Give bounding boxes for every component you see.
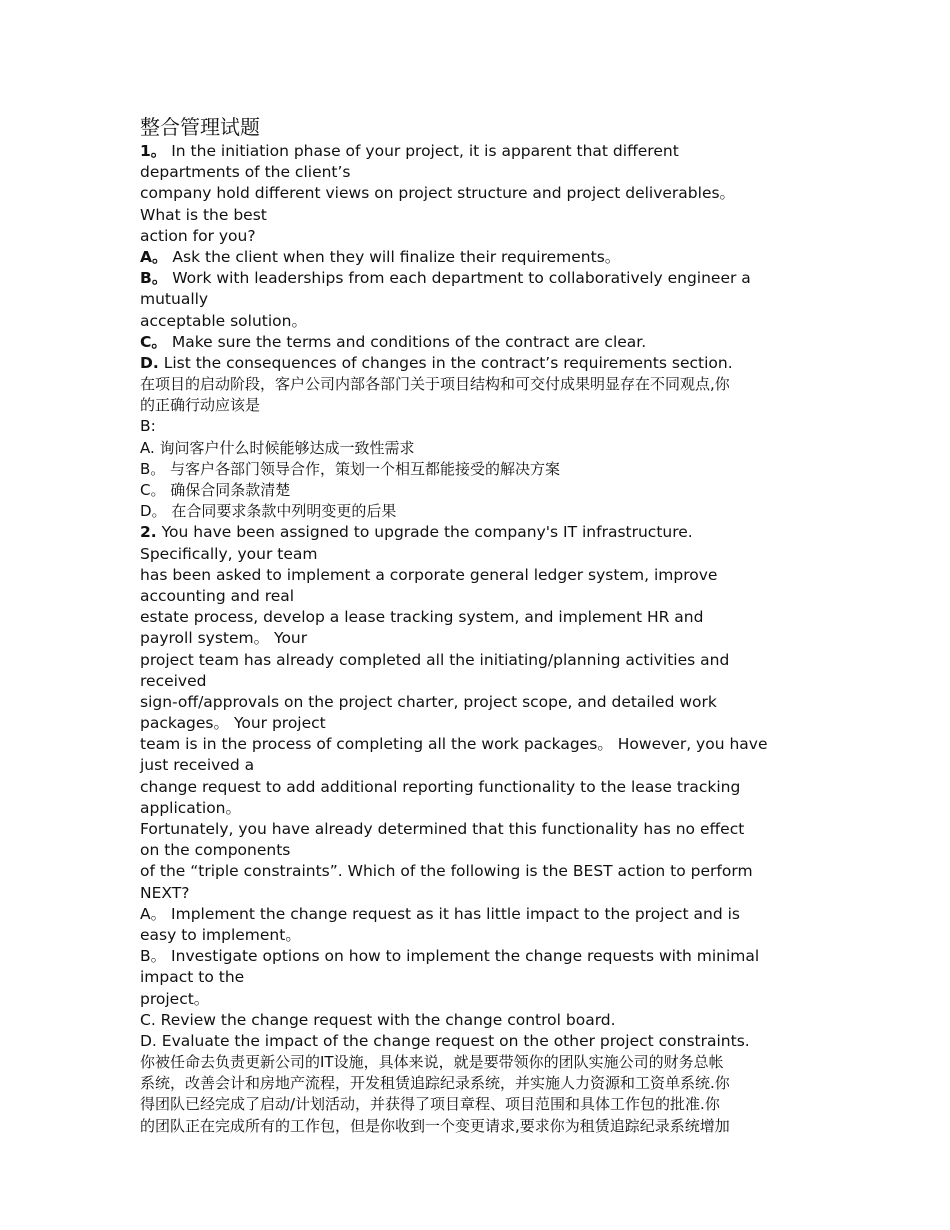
q1-zh-option-a: A. 询问客户什么时候能够达成一致性需求 (140, 438, 415, 457)
q1-line-4: What is the best (140, 205, 267, 224)
q2-line-17: of the “triple constraints”. Which of the following is the BEST action to perform (140, 862, 753, 881)
q2-line-1 (140, 523, 820, 543)
q1-option-a-label: A。 (140, 247, 168, 266)
document-body (140, 114, 820, 1138)
q1-option-b-label: B。 (140, 269, 168, 288)
q1-option-c (140, 333, 820, 353)
q1-zh-option-c: C。 确保合同条款清楚 (140, 481, 291, 499)
q2-zh-line-4: 的团队正在完成所有的工作包，但是你收到一个变更请求,要求你为租赁追踪纪录系统增加 (140, 1116, 730, 1135)
q2-option-line-6: C. Review the change request with the change control board. (140, 1010, 616, 1029)
q1-text: In the initiation phase of your project, it is apparent that different (166, 142, 679, 160)
q2-line-18: NEXT? (140, 883, 190, 902)
q2-zh-line-1: 你被任命去负责更新公司的IT设施，具体来说，就是要带领你的团队实施公司的财务总帐 (140, 1053, 724, 1072)
q2-option-line-1: A。 Implement the change request as it has little impact to the project and is (140, 904, 741, 923)
q1-option-b-cont-2: acceptable solution。 (140, 311, 307, 330)
q1-line-2: departments of the client’s (140, 163, 351, 182)
q1-option-c-label: C。 (140, 332, 167, 351)
q2-line-6: payroll system。 Your (140, 629, 308, 648)
q1-answer: B: (140, 417, 156, 436)
q2-option-line-4: impact to the (140, 968, 245, 987)
q1-zh-option-b: B。 与客户各部门领导合作，策划一个相互都能接受的解决方案 (140, 459, 561, 478)
q1-option-b (140, 269, 820, 289)
q1-option-b-cont-1: mutually (140, 290, 209, 309)
q2-line-13: change request to add additional reporting functionality to the lease tracking (140, 777, 741, 796)
q1-zh-option-d: D。 在合同要求条款中列明变更的后果 (140, 502, 397, 521)
q2-zh-line-3: 得团队已经完成了启动/计划活动，并获得了项目章程、项目范围和具体工作包的批准.你 (140, 1095, 720, 1114)
q2-option-line-2: easy to implement。 (140, 925, 301, 944)
q2-option-line-3: B。 Investigate options on how to implement the change requests with minimal (140, 947, 760, 966)
q2-line-5: estate process, develop a lease tracking system, and implement HR and (140, 608, 704, 627)
q2-line-10: packages。 Your project (140, 714, 326, 733)
q1-line-5: action for you? (140, 226, 256, 245)
q1-option-b-text: Work with leaderships from each department to collaboratively engineer a (167, 269, 751, 288)
q1-line-3: company hold different views on project structure and project deliverables。 (140, 184, 736, 203)
q2-line-3: has been asked to implement a corporate general ledger system, improve (140, 565, 718, 584)
q2-line-2: Specifically, your team (140, 544, 318, 563)
q2-line-15: Fortunately, you have already determined that this functionality has no effect (140, 820, 745, 838)
q2-line-11: team is in the process of completing all the work packages。 However, you have (140, 735, 768, 754)
q1-option-a (140, 248, 820, 268)
q1-option-a-text: Ask the client when they will finalize their requirements。 (167, 247, 621, 266)
q2-line-7: project team has already completed all the initiating/planning activities and (140, 650, 730, 669)
q2-number: 2. (140, 523, 157, 542)
q2-text: You have been assigned to upgrade the company's IT infrastructure. (156, 523, 693, 542)
q1-zh-question-1: 在项目的启动阶段，客户公司内部各部门关于项目结构和可交付成果明显存在不同观点,你 (140, 375, 730, 394)
q1-option-c-text: Make sure the terms and conditions of the contract are clear. (166, 332, 647, 351)
q2-line-12: just received a (140, 756, 255, 775)
q1-line-1 (140, 142, 820, 162)
q2-option-line-5: project。 (140, 989, 210, 1008)
q2-zh-line-2: 系统，改善会计和房地产流程，开发租赁追踪纪录系统，并实施人力资源和工资单系统.你 (140, 1074, 730, 1093)
q1-zh-question-2: 的正确行动应该是 (140, 396, 261, 415)
q2-line-14: application。 (140, 798, 241, 817)
q2-line-9: sign-off/approvals on the project charter, project scope, and detailed work (140, 692, 717, 711)
q2-option-line-7: D. Evaluate the impact of the change request on the other project constraints. (140, 1031, 750, 1050)
q1-option-d (140, 354, 820, 374)
q1-option-d-label: D. (140, 353, 159, 372)
q1-option-d-text: List the consequences of changes in the contract’s requirements section. (158, 353, 733, 372)
q2-line-8: received (140, 671, 207, 690)
page-title: 整合管理试题 (140, 115, 260, 139)
q2-line-16: on the components (140, 841, 291, 860)
q2-line-4: accounting and real (140, 586, 295, 605)
q1-number: 1。 (140, 142, 167, 160)
